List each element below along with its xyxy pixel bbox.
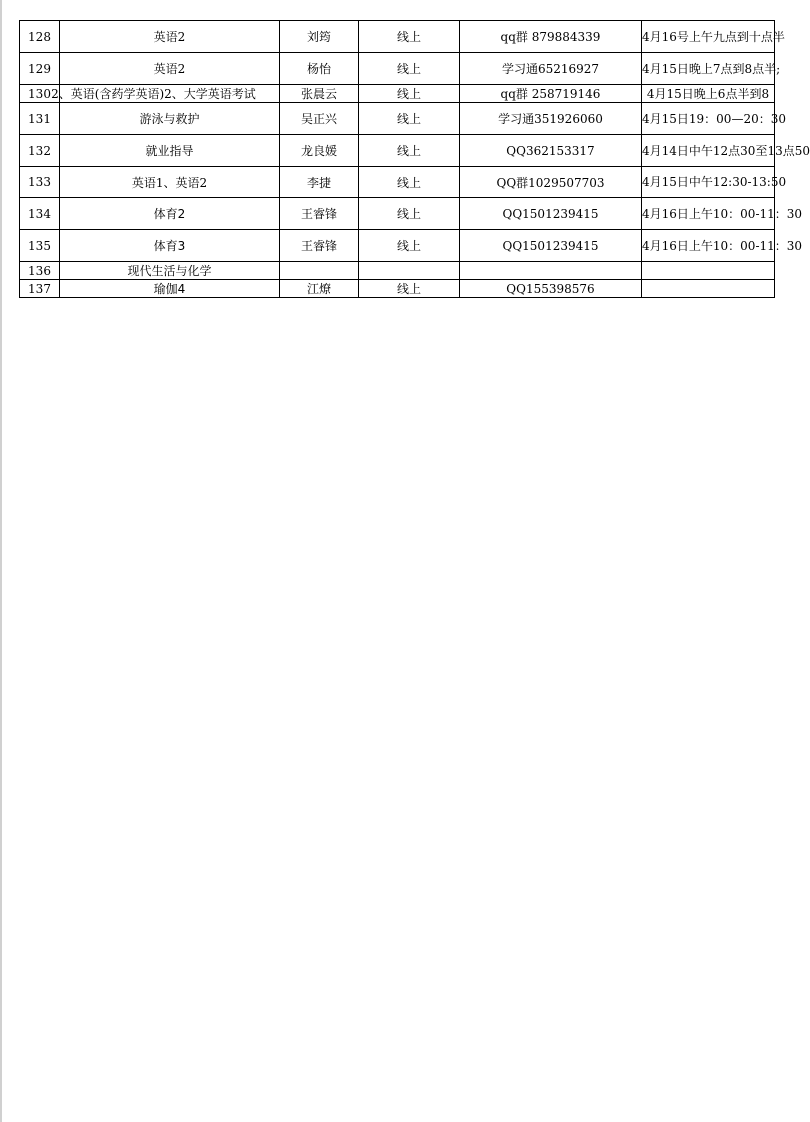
course-text: 现代生活与化学 <box>127 264 212 278</box>
course-cell: 英语1、英语2 <box>60 167 280 198</box>
teacher-cell: 刘筠 <box>280 21 359 53</box>
contact-cell: qq群 879884339 <box>460 21 642 53</box>
contact-cell: 学习通351926060 <box>460 103 642 135</box>
mode-cell <box>359 262 460 280</box>
mode-cell: 线上 <box>359 135 460 167</box>
teacher-cell: 王睿锋 <box>280 230 359 262</box>
course-cell <box>51 85 280 103</box>
table-row <box>20 85 775 103</box>
time-cell: 4月14日中午12点30至13点50 <box>642 135 775 167</box>
course-schedule-table <box>19 20 810 298</box>
mode-cell: 线上 <box>359 21 460 53</box>
row-number: 130 <box>20 85 60 103</box>
table-row <box>20 230 775 262</box>
course-cell: 英语2 <box>60 21 280 53</box>
contact-cell: QQ362153317 <box>460 135 642 167</box>
mode-cell: 线上 <box>359 230 460 262</box>
teacher-cell: 王睿锋 <box>280 198 359 230</box>
contact-cell: QQ1501239415 <box>460 230 642 262</box>
contact-cell: QQ155398576 <box>460 280 642 298</box>
teacher-cell: 吴正兴 <box>280 103 359 135</box>
table-row <box>20 262 775 280</box>
teacher-cell: 张晨云 <box>280 85 359 103</box>
table-row <box>20 167 775 198</box>
course-text: 瑜伽4 <box>153 282 186 296</box>
table-row <box>20 103 775 135</box>
contact-cell: QQ群1029507703 <box>460 167 642 198</box>
table-row <box>20 21 775 53</box>
row-number: 128 <box>20 21 60 53</box>
time-cell: 4月15日晚上7点到8点半; <box>642 53 775 85</box>
course-cell: 游泳与救护 <box>60 103 280 135</box>
row-number: 134 <box>20 198 60 230</box>
course-text: 体育2 <box>153 207 186 221</box>
time-cell: 4月16号上午九点到十点半 <box>642 21 775 53</box>
course-text: 2、英语(含药学英语)2、大学英语考试 <box>51 87 256 101</box>
row-number: 129 <box>20 53 60 85</box>
course-cell <box>60 198 280 230</box>
table-row <box>20 53 775 85</box>
course-cell <box>60 230 280 262</box>
teacher-cell: 江燎 <box>280 280 359 298</box>
course-cell <box>60 280 280 298</box>
mode-cell: 线上 <box>359 198 460 230</box>
contact-cell: qq群 258719146 <box>460 85 642 103</box>
course-cell <box>60 262 280 280</box>
time-cell: 4月15日19：00—20：30 <box>642 103 775 135</box>
teacher-cell: 龙良媛 <box>280 135 359 167</box>
row-number: 132 <box>20 135 60 167</box>
mode-cell: 线上 <box>359 167 460 198</box>
table-row <box>20 280 775 298</box>
time-cell <box>642 280 775 298</box>
table-row <box>20 198 775 230</box>
course-cell: 英语2 <box>60 53 280 85</box>
page-edge <box>0 0 2 1122</box>
row-number: 136 <box>20 262 60 280</box>
mode-cell: 线上 <box>359 53 460 85</box>
course-text: 体育3 <box>153 239 186 253</box>
mode-cell: 线上 <box>359 85 460 103</box>
row-number: 133 <box>20 167 60 198</box>
contact-cell: QQ1501239415 <box>460 198 642 230</box>
table-row <box>20 135 775 167</box>
row-number: 137 <box>20 280 60 298</box>
time-cell: 4月15日中午12:30-13:50 <box>642 167 775 198</box>
row-number: 135 <box>20 230 60 262</box>
time-cell <box>642 262 775 280</box>
teacher-cell: 李捷 <box>280 167 359 198</box>
time-cell: 4月16日上午10：00-11：30 <box>642 230 775 262</box>
mode-cell: 线上 <box>359 280 460 298</box>
row-number: 131 <box>20 103 60 135</box>
teacher-cell: 杨怡 <box>280 53 359 85</box>
course-cell: 就业指导 <box>60 135 280 167</box>
mode-cell: 线上 <box>359 103 460 135</box>
contact-cell <box>460 262 642 280</box>
time-cell: 4月16日上午10：00-11：30 <box>642 198 775 230</box>
contact-cell: 学习通65216927 <box>460 53 642 85</box>
teacher-cell <box>280 262 359 280</box>
time-cell: 4月15日晚上6点半到8 <box>642 85 775 103</box>
